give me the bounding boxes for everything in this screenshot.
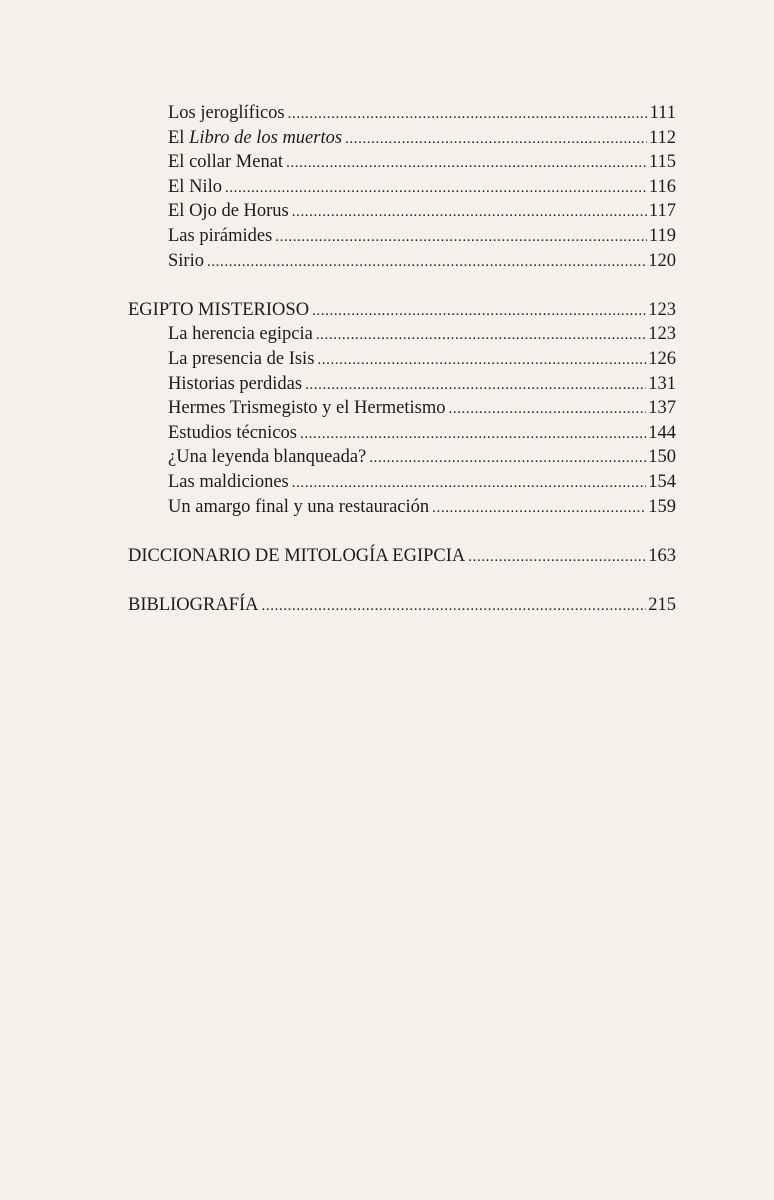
dot-leader — [316, 322, 646, 348]
toc-chapter-entry[interactable] — [128, 593, 676, 618]
toc-entry-page: 150 — [648, 447, 676, 468]
toc-chapter-title: DICCIONARIO DE MITOLOGÍA EGIPCIA — [128, 545, 466, 566]
toc-entry-page: 154 — [648, 471, 676, 492]
dot-leader — [275, 224, 647, 250]
dot-leader — [468, 544, 646, 570]
toc-entry-page: 123 — [648, 324, 676, 345]
dot-leader — [300, 421, 646, 447]
toc-entry-title: Las maldiciones — [168, 471, 289, 492]
toc-entry-page: 119 — [648, 225, 676, 246]
toc-entry-page: 131 — [648, 373, 676, 394]
toc-entry-title: Hermes Trismegisto y el Hermetismo — [168, 398, 446, 419]
toc-entry[interactable] — [128, 495, 676, 520]
toc-chapter-entry[interactable] — [128, 298, 676, 323]
toc-entry-title: Un amargo final y una restauración — [168, 496, 430, 517]
toc-group-egypt-symbols — [128, 101, 676, 273]
toc-entry-page: 137 — [648, 398, 676, 419]
toc-entry-page: 144 — [648, 422, 676, 443]
toc-entry[interactable] — [128, 322, 676, 347]
dot-leader — [369, 445, 646, 471]
toc-entry-page: 116 — [648, 176, 676, 197]
toc-entry[interactable] — [128, 372, 676, 397]
toc-entry[interactable] — [128, 224, 676, 249]
toc-entry[interactable] — [128, 150, 676, 175]
toc-entry[interactable] — [128, 396, 676, 421]
dot-leader — [317, 347, 646, 373]
dot-leader — [207, 249, 646, 275]
table-of-contents — [128, 101, 676, 642]
dot-leader — [305, 372, 646, 398]
toc-entry[interactable] — [128, 175, 676, 200]
dot-leader — [432, 495, 646, 521]
toc-chapter-title: EGIPTO MISTERIOSO — [128, 299, 310, 320]
toc-entry-title: Historias perdidas — [168, 373, 303, 394]
dot-leader — [286, 150, 647, 176]
toc-entry[interactable] — [128, 421, 676, 446]
toc-entry[interactable] — [128, 470, 676, 495]
toc-entry-page: 126 — [648, 348, 676, 369]
toc-entry-title: El collar Menat — [168, 152, 284, 173]
toc-entry-page: 117 — [648, 201, 676, 222]
toc-entry-title: El Nilo — [168, 176, 222, 197]
toc-entry-page: 120 — [648, 250, 676, 271]
toc-entry-title: Los jeroglíficos — [168, 103, 285, 123]
toc-entry[interactable] — [128, 199, 676, 224]
toc-chapter-page: 215 — [648, 594, 676, 615]
toc-entry-title-prefix: El — [168, 127, 190, 148]
toc-entry[interactable] — [128, 445, 676, 470]
toc-entry-title: Estudios técnicos — [168, 422, 297, 443]
toc-entry-title: Las pirámides — [168, 225, 273, 246]
toc-entry-title: El Ojo de Horus — [168, 201, 289, 222]
toc-entry-title: La herencia egipcia — [168, 324, 313, 345]
toc-entry[interactable] — [128, 101, 676, 126]
dot-leader — [225, 175, 647, 201]
dot-leader — [448, 396, 646, 422]
toc-entry[interactable] — [128, 126, 676, 151]
toc-entry-page: 112 — [648, 127, 676, 148]
toc-entry-page: 115 — [648, 152, 676, 173]
toc-entry-title-italic: Libro de los muertos — [189, 127, 343, 148]
dot-leader — [288, 101, 648, 127]
dot-leader — [345, 126, 647, 152]
toc-chapter-page: 163 — [648, 545, 676, 566]
toc-entry[interactable] — [128, 347, 676, 372]
toc-group-bibliografia — [128, 593, 676, 618]
toc-group-diccionario — [128, 544, 676, 569]
dot-leader — [292, 470, 647, 496]
toc-entry-title: La presencia de Isis — [168, 348, 315, 369]
toc-chapter-entry[interactable] — [128, 544, 676, 569]
toc-entry-page: 159 — [648, 496, 676, 517]
dot-leader — [292, 199, 647, 225]
toc-chapter-page: 123 — [648, 299, 676, 320]
toc-entry-page: 111 — [649, 103, 676, 123]
toc-entry-title — [168, 126, 342, 151]
toc-group-egipto-misterioso — [128, 298, 676, 519]
toc-chapter-title: BIBLIOGRAFÍA — [128, 594, 259, 615]
dot-leader — [312, 298, 646, 324]
toc-entry-title: Sirio — [168, 250, 204, 271]
toc-entry-title: ¿Una leyenda blanqueada? — [168, 447, 367, 468]
dot-leader — [262, 593, 647, 619]
toc-entry[interactable] — [128, 249, 676, 274]
